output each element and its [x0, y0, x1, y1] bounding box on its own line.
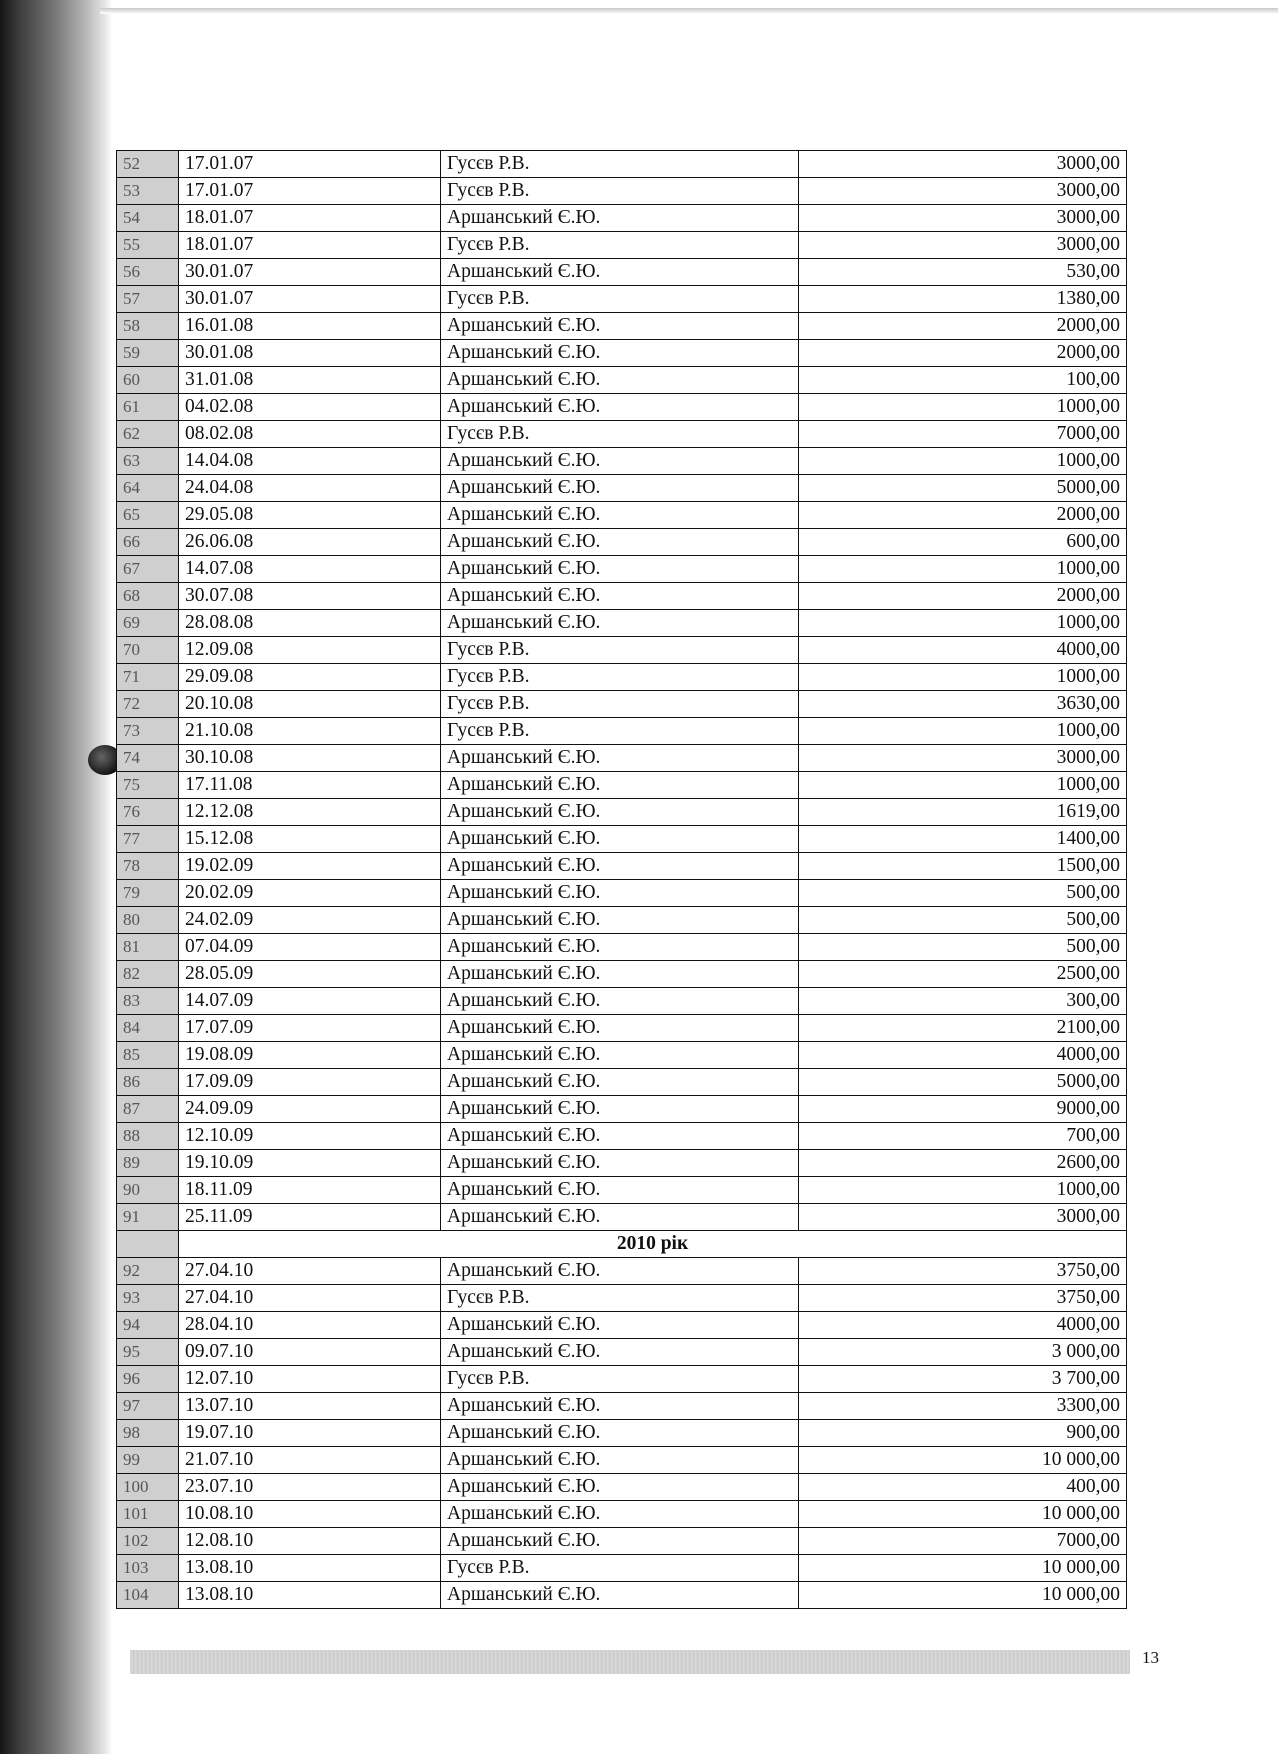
row-name: Гусєв Р.В. — [441, 1285, 799, 1312]
footer-bar — [130, 1650, 1130, 1674]
row-number: 71 — [117, 664, 179, 691]
row-date: 20.10.08 — [179, 691, 441, 718]
table-row — [117, 691, 1127, 718]
row-name: Аршанський Є.Ю. — [441, 1123, 799, 1150]
table-row — [117, 1528, 1127, 1555]
row-name: Гусєв Р.В. — [441, 1555, 799, 1582]
row-amount: 900,00 — [799, 1420, 1127, 1447]
row-date: 18.11.09 — [179, 1177, 441, 1204]
row-number: 102 — [117, 1528, 179, 1555]
table-row — [117, 313, 1127, 340]
table-row — [117, 1069, 1127, 1096]
row-date: 24.04.08 — [179, 475, 441, 502]
table-row — [117, 745, 1127, 772]
row-name: Аршанський Є.Ю. — [441, 1447, 799, 1474]
table-row — [117, 799, 1127, 826]
row-date: 28.08.08 — [179, 610, 441, 637]
row-number: 98 — [117, 1420, 179, 1447]
row-name: Аршанський Є.Ю. — [441, 988, 799, 1015]
row-amount: 500,00 — [799, 880, 1127, 907]
row-name: Аршанський Є.Ю. — [441, 880, 799, 907]
row-name: Аршанський Є.Ю. — [441, 1474, 799, 1501]
row-name: Гусєв Р.В. — [441, 664, 799, 691]
row-number: 88 — [117, 1123, 179, 1150]
row-amount: 700,00 — [799, 1123, 1127, 1150]
row-amount: 1000,00 — [799, 394, 1127, 421]
table-row — [117, 232, 1127, 259]
row-number: 59 — [117, 340, 179, 367]
table-row — [117, 529, 1127, 556]
row-name: Аршанський Є.Ю. — [441, 1528, 799, 1555]
row-name: Гусєв Р.В. — [441, 718, 799, 745]
row-amount: 10 000,00 — [799, 1447, 1127, 1474]
table-row — [117, 610, 1127, 637]
row-amount: 1000,00 — [799, 718, 1127, 745]
table-row — [117, 637, 1127, 664]
row-name: Аршанський Є.Ю. — [441, 610, 799, 637]
row-date: 19.02.09 — [179, 853, 441, 880]
row-name: Аршанський Є.Ю. — [441, 367, 799, 394]
table-row — [117, 1366, 1127, 1393]
row-number: 72 — [117, 691, 179, 718]
table-row — [117, 880, 1127, 907]
row-date: 21.10.08 — [179, 718, 441, 745]
row-name: Аршанський Є.Ю. — [441, 205, 799, 232]
table-row — [117, 475, 1127, 502]
row-amount: 7000,00 — [799, 421, 1127, 448]
row-date: 13.07.10 — [179, 1393, 441, 1420]
payments-table — [116, 150, 1127, 1609]
row-date: 29.09.08 — [179, 664, 441, 691]
row-amount: 9000,00 — [799, 1096, 1127, 1123]
row-name: Аршанський Є.Ю. — [441, 745, 799, 772]
row-number: 86 — [117, 1069, 179, 1096]
row-date: 30.01.08 — [179, 340, 441, 367]
row-date: 07.04.09 — [179, 934, 441, 961]
row-name: Аршанський Є.Ю. — [441, 394, 799, 421]
row-name: Гусєв Р.В. — [441, 286, 799, 313]
row-name: Аршанський Є.Ю. — [441, 1393, 799, 1420]
table-row — [117, 1285, 1127, 1312]
row-amount: 300,00 — [799, 988, 1127, 1015]
row-number: 83 — [117, 988, 179, 1015]
row-name: Аршанський Є.Ю. — [441, 1096, 799, 1123]
page-number: 13 — [1142, 1648, 1159, 1667]
row-number: 97 — [117, 1393, 179, 1420]
row-name: Аршанський Є.Ю. — [441, 1177, 799, 1204]
row-number: 101 — [117, 1501, 179, 1528]
table-row — [117, 286, 1127, 313]
row-name: Аршанський Є.Ю. — [441, 934, 799, 961]
row-amount: 2500,00 — [799, 961, 1127, 988]
row-date: 29.05.08 — [179, 502, 441, 529]
row-number: 94 — [117, 1312, 179, 1339]
row-name: Аршанський Є.Ю. — [441, 961, 799, 988]
table-row — [117, 1123, 1127, 1150]
row-date: 18.01.07 — [179, 232, 441, 259]
row-number: 104 — [117, 1582, 179, 1609]
table-row — [117, 988, 1127, 1015]
row-name: Аршанський Є.Ю. — [441, 1258, 799, 1285]
row-date: 31.01.08 — [179, 367, 441, 394]
row-amount: 1000,00 — [799, 664, 1127, 691]
row-number: 52 — [117, 151, 179, 178]
row-date: 20.02.09 — [179, 880, 441, 907]
row-date: 21.07.10 — [179, 1447, 441, 1474]
table-row — [117, 502, 1127, 529]
row-name: Аршанський Є.Ю. — [441, 1582, 799, 1609]
table-row — [117, 583, 1127, 610]
table-row — [117, 367, 1127, 394]
row-date: 30.01.07 — [179, 259, 441, 286]
row-name: Гусєв Р.В. — [441, 691, 799, 718]
row-amount: 10 000,00 — [799, 1582, 1127, 1609]
table-row — [117, 1150, 1127, 1177]
row-date: 30.01.07 — [179, 286, 441, 313]
row-amount: 2600,00 — [799, 1150, 1127, 1177]
row-amount: 3000,00 — [799, 151, 1127, 178]
row-date: 23.07.10 — [179, 1474, 441, 1501]
rows-before-2010 — [117, 151, 1127, 1231]
row-number: 76 — [117, 799, 179, 826]
row-name: Аршанський Є.Ю. — [441, 826, 799, 853]
table-row — [117, 664, 1127, 691]
table-row — [117, 340, 1127, 367]
row-number: 80 — [117, 907, 179, 934]
row-date: 04.02.08 — [179, 394, 441, 421]
row-amount: 600,00 — [799, 529, 1127, 556]
row-amount: 530,00 — [799, 259, 1127, 286]
row-name: Аршанський Є.Ю. — [441, 1501, 799, 1528]
row-number: 73 — [117, 718, 179, 745]
table-row — [117, 394, 1127, 421]
row-date: 19.08.09 — [179, 1042, 441, 1069]
table-row — [117, 718, 1127, 745]
row-number: 74 — [117, 745, 179, 772]
row-date: 14.04.08 — [179, 448, 441, 475]
row-name: Гусєв Р.В. — [441, 232, 799, 259]
table-row — [117, 1393, 1127, 1420]
row-amount: 3000,00 — [799, 1204, 1127, 1231]
row-date: 27.04.10 — [179, 1285, 441, 1312]
row-number: 65 — [117, 502, 179, 529]
row-amount: 3 000,00 — [799, 1339, 1127, 1366]
row-name: Аршанський Є.Ю. — [441, 583, 799, 610]
row-number: 90 — [117, 1177, 179, 1204]
row-date: 17.01.07 — [179, 178, 441, 205]
row-name: Аршанський Є.Ю. — [441, 1339, 799, 1366]
binding-shadow — [0, 0, 112, 1754]
row-date: 15.12.08 — [179, 826, 441, 853]
row-date: 16.01.08 — [179, 313, 441, 340]
row-number: 60 — [117, 367, 179, 394]
row-date: 19.10.09 — [179, 1150, 441, 1177]
table-row — [117, 1015, 1127, 1042]
row-amount: 400,00 — [799, 1474, 1127, 1501]
row-number: 87 — [117, 1096, 179, 1123]
row-number: 89 — [117, 1150, 179, 1177]
row-name: Гусєв Р.В. — [441, 151, 799, 178]
row-amount: 5000,00 — [799, 1069, 1127, 1096]
table-row — [117, 934, 1127, 961]
page-top-edge — [100, 8, 1278, 14]
rows-2010 — [117, 1258, 1127, 1609]
row-name: Аршанський Є.Ю. — [441, 1312, 799, 1339]
row-date: 14.07.09 — [179, 988, 441, 1015]
row-number: 82 — [117, 961, 179, 988]
row-number: 54 — [117, 205, 179, 232]
table-row — [117, 421, 1127, 448]
row-amount: 2000,00 — [799, 313, 1127, 340]
row-amount: 1000,00 — [799, 610, 1127, 637]
row-number: 62 — [117, 421, 179, 448]
row-date: 17.01.07 — [179, 151, 441, 178]
row-amount: 3000,00 — [799, 205, 1127, 232]
table-row — [117, 448, 1127, 475]
table-row — [117, 772, 1127, 799]
row-amount: 3630,00 — [799, 691, 1127, 718]
row-number: 79 — [117, 880, 179, 907]
row-date: 12.08.10 — [179, 1528, 441, 1555]
row-name: Аршанський Є.Ю. — [441, 907, 799, 934]
row-number: 63 — [117, 448, 179, 475]
row-name: Гусєв Р.В. — [441, 637, 799, 664]
row-number: 84 — [117, 1015, 179, 1042]
row-amount: 3 700,00 — [799, 1366, 1127, 1393]
row-amount: 100,00 — [799, 367, 1127, 394]
year-heading-num-cell — [117, 1231, 179, 1258]
row-amount: 5000,00 — [799, 475, 1127, 502]
row-name: Гусєв Р.В. — [441, 1366, 799, 1393]
row-date: 28.04.10 — [179, 1312, 441, 1339]
row-amount: 500,00 — [799, 907, 1127, 934]
row-date: 17.09.09 — [179, 1069, 441, 1096]
table-row — [117, 1447, 1127, 1474]
table-row — [117, 1042, 1127, 1069]
row-number: 75 — [117, 772, 179, 799]
row-name: Гусєв Р.В. — [441, 421, 799, 448]
row-number: 70 — [117, 637, 179, 664]
row-date: 13.08.10 — [179, 1582, 441, 1609]
row-date: 18.01.07 — [179, 205, 441, 232]
row-name: Аршанський Є.Ю. — [441, 1420, 799, 1447]
row-amount: 4000,00 — [799, 1042, 1127, 1069]
row-amount: 1000,00 — [799, 1177, 1127, 1204]
row-date: 24.02.09 — [179, 907, 441, 934]
row-amount: 2100,00 — [799, 1015, 1127, 1042]
table-row — [117, 961, 1127, 988]
row-date: 19.07.10 — [179, 1420, 441, 1447]
row-name: Аршанський Є.Ю. — [441, 259, 799, 286]
table-row — [117, 1204, 1127, 1231]
row-date: 13.08.10 — [179, 1555, 441, 1582]
row-date: 12.12.08 — [179, 799, 441, 826]
row-amount: 1400,00 — [799, 826, 1127, 853]
row-number: 85 — [117, 1042, 179, 1069]
table-row — [117, 1339, 1127, 1366]
table-row — [117, 826, 1127, 853]
row-name: Аршанський Є.Ю. — [441, 772, 799, 799]
row-number: 78 — [117, 853, 179, 880]
row-name: Аршанський Є.Ю. — [441, 1069, 799, 1096]
row-amount: 10 000,00 — [799, 1501, 1127, 1528]
table-row — [117, 205, 1127, 232]
row-number: 67 — [117, 556, 179, 583]
row-amount: 10 000,00 — [799, 1555, 1127, 1582]
row-number: 91 — [117, 1204, 179, 1231]
row-amount: 1000,00 — [799, 556, 1127, 583]
row-amount: 1380,00 — [799, 286, 1127, 313]
table-row — [117, 259, 1127, 286]
row-number: 99 — [117, 1447, 179, 1474]
row-name: Аршанський Є.Ю. — [441, 853, 799, 880]
row-amount: 2000,00 — [799, 340, 1127, 367]
row-date: 24.09.09 — [179, 1096, 441, 1123]
row-number: 61 — [117, 394, 179, 421]
row-number: 55 — [117, 232, 179, 259]
row-amount: 500,00 — [799, 934, 1127, 961]
table-row — [117, 556, 1127, 583]
row-name: Гусєв Р.В. — [441, 178, 799, 205]
year-heading-row — [117, 1231, 1127, 1258]
row-date: 12.10.09 — [179, 1123, 441, 1150]
table-row — [117, 1258, 1127, 1285]
row-name: Аршанський Є.Ю. — [441, 313, 799, 340]
row-amount: 1000,00 — [799, 772, 1127, 799]
row-amount: 3750,00 — [799, 1285, 1127, 1312]
row-name: Аршанський Є.Ю. — [441, 529, 799, 556]
row-amount: 2000,00 — [799, 583, 1127, 610]
row-date: 14.07.08 — [179, 556, 441, 583]
row-date: 30.10.08 — [179, 745, 441, 772]
table-row — [117, 1555, 1127, 1582]
row-number: 68 — [117, 583, 179, 610]
row-name: Аршанський Є.Ю. — [441, 448, 799, 475]
row-date: 08.02.08 — [179, 421, 441, 448]
table-row — [117, 178, 1127, 205]
row-number: 103 — [117, 1555, 179, 1582]
row-amount: 1619,00 — [799, 799, 1127, 826]
row-number: 64 — [117, 475, 179, 502]
row-date: 30.07.08 — [179, 583, 441, 610]
table-row — [117, 1474, 1127, 1501]
row-date: 12.09.08 — [179, 637, 441, 664]
row-number: 95 — [117, 1339, 179, 1366]
table-row — [117, 151, 1127, 178]
row-number: 92 — [117, 1258, 179, 1285]
row-amount: 3000,00 — [799, 232, 1127, 259]
row-number: 56 — [117, 259, 179, 286]
row-date: 26.06.08 — [179, 529, 441, 556]
row-date: 27.04.10 — [179, 1258, 441, 1285]
row-date: 09.07.10 — [179, 1339, 441, 1366]
row-number: 81 — [117, 934, 179, 961]
table-row — [117, 1582, 1127, 1609]
row-date: 17.11.08 — [179, 772, 441, 799]
table-row — [117, 1501, 1127, 1528]
row-name: Аршанський Є.Ю. — [441, 1015, 799, 1042]
row-number: 69 — [117, 610, 179, 637]
row-name: Аршанський Є.Ю. — [441, 799, 799, 826]
row-name: Аршанський Є.Ю. — [441, 475, 799, 502]
row-date: 25.11.09 — [179, 1204, 441, 1231]
table-row — [117, 907, 1127, 934]
row-amount: 1000,00 — [799, 448, 1127, 475]
table-row — [117, 1177, 1127, 1204]
year-heading: 2010 рік — [179, 1231, 1127, 1258]
row-date: 10.08.10 — [179, 1501, 441, 1528]
row-name: Аршанський Є.Ю. — [441, 1150, 799, 1177]
row-date: 12.07.10 — [179, 1366, 441, 1393]
table-row — [117, 1312, 1127, 1339]
row-name: Аршанський Є.Ю. — [441, 502, 799, 529]
table-row — [117, 1096, 1127, 1123]
row-number: 53 — [117, 178, 179, 205]
row-number: 58 — [117, 313, 179, 340]
table-row — [117, 1420, 1127, 1447]
row-amount: 1500,00 — [799, 853, 1127, 880]
row-amount: 4000,00 — [799, 1312, 1127, 1339]
row-number: 96 — [117, 1366, 179, 1393]
row-number: 93 — [117, 1285, 179, 1312]
row-amount: 3300,00 — [799, 1393, 1127, 1420]
row-name: Аршанський Є.Ю. — [441, 1204, 799, 1231]
row-number: 100 — [117, 1474, 179, 1501]
row-amount: 3000,00 — [799, 178, 1127, 205]
row-name: Аршанський Є.Ю. — [441, 556, 799, 583]
row-number: 77 — [117, 826, 179, 853]
row-amount: 4000,00 — [799, 637, 1127, 664]
row-amount: 3000,00 — [799, 745, 1127, 772]
row-amount: 3750,00 — [799, 1258, 1127, 1285]
row-name: Аршанський Є.Ю. — [441, 340, 799, 367]
row-number: 66 — [117, 529, 179, 556]
row-amount: 2000,00 — [799, 502, 1127, 529]
row-number: 57 — [117, 286, 179, 313]
row-name: Аршанський Є.Ю. — [441, 1042, 799, 1069]
row-date: 17.07.09 — [179, 1015, 441, 1042]
table-row — [117, 853, 1127, 880]
row-amount: 7000,00 — [799, 1528, 1127, 1555]
row-date: 28.05.09 — [179, 961, 441, 988]
